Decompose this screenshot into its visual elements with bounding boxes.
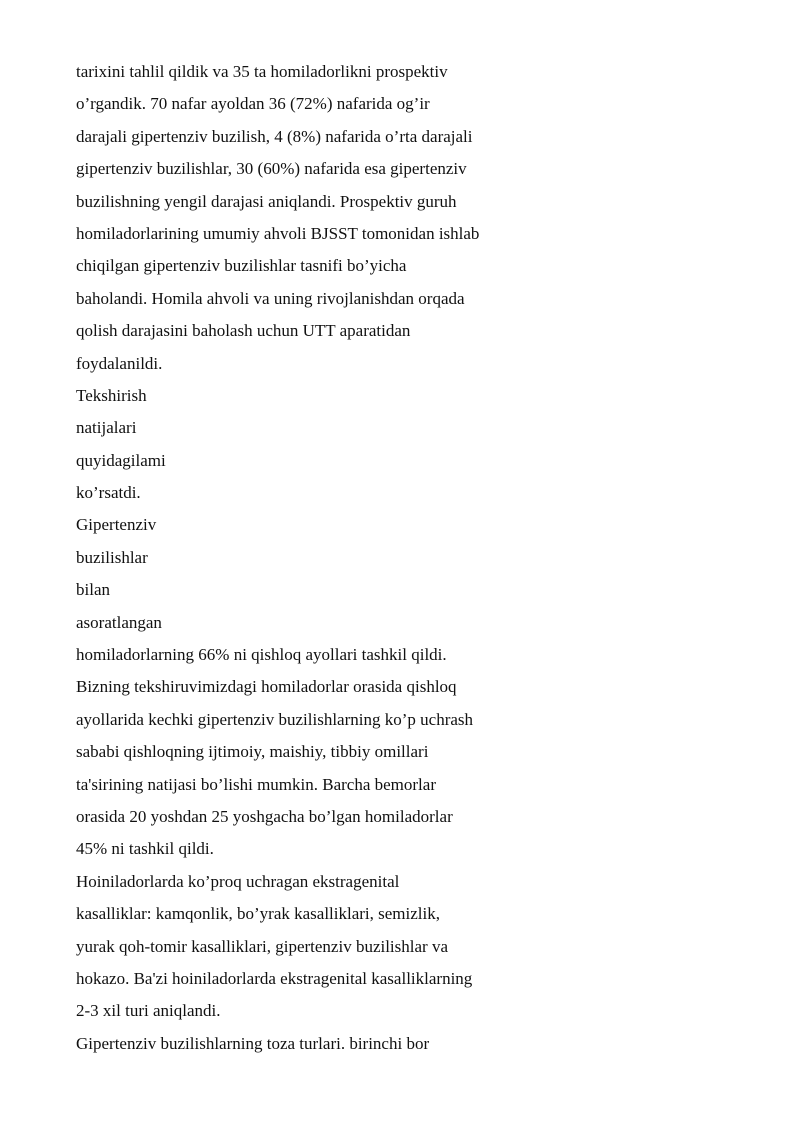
text-line: 2-3 xil turi aniqlandi. [76,1001,221,1021]
text-line: ta'sirining natijasi bo’lishi mumkin. Barcha bemorlar [76,774,436,794]
text-line: chiqilgan gipertenziv buzilishlar tasnifi bo’yicha [76,256,407,276]
text-line: Tekshirish [76,385,147,405]
text-line: 45% ni tashkil qildi. [76,839,214,859]
text-line: homiladorlarining umumiy ahvoli BJSST tomonidan ishlab [76,223,480,243]
text-line: asoratlangan [76,612,162,632]
text-line: natijalari [76,418,137,438]
text-line: Bizning tekshiruvimizdagi homiladorlar orasida qishloq [76,677,457,697]
text-line: hokazo. Ba'zi hoiniladorlarda ekstragenital kasalliklarning [76,968,473,988]
text-line: Hoiniladorlarda ko’proq uchragan ekstragenital [76,871,400,891]
text-line: gipertenziv buzilishlar, 30 (60%) nafarida esa gipertenziv [76,159,467,179]
text-line: darajali gipertenziv buzilish, 4 (8%) nafarida o’rta darajali [76,126,473,146]
text-line: qolish darajasini baholash uchun UTT aparatidan [76,321,411,341]
text-line: buzilishning yengil darajasi aniqlandi. Prospektiv guruh [76,191,457,211]
text-line: orasida 20 yoshdan 25 yoshgacha bo’lgan homiladorlar [76,806,453,826]
text-line: tarixini tahlil qildik va 35 ta homiladorlikni prospektiv [76,62,448,81]
text-line: o’rgandik. 70 nafar ayoldan 36 (72%) nafarida og’ir [76,94,430,114]
text-line: homiladorlarning 66% ni qishloq ayollari tashkil qildi. [76,645,447,665]
text-line: quyidagilami [76,450,166,470]
text-line: buzilishlar [76,547,148,567]
text-line: sababi qishloqning ijtimoiy, maishiy, tibbiy omillari [76,742,429,762]
text-line: ko’rsatdi. [76,483,141,503]
body-text [76,56,756,1060]
text-line: Gipertenziv buzilishlarning toza turlari. birinchi bor [76,1033,430,1053]
text-line: yurak qoh-tomir kasalliklari, gipertenziv buzilishlar va [76,936,448,956]
text-line: ayollarida kechki gipertenziv buzilishlarning ko’p uchrash [76,709,474,729]
text-line: kasalliklar: kamqonlik, bo’yrak kasalliklari, semizlik, [76,904,440,924]
text-line: bilan [76,580,110,600]
text-line: baholandi. Homila ahvoli va uning rivojlanishdan orqada [76,288,465,308]
text-line: foydalanildi. [76,353,163,373]
text-line: Gipertenziv [76,515,157,535]
